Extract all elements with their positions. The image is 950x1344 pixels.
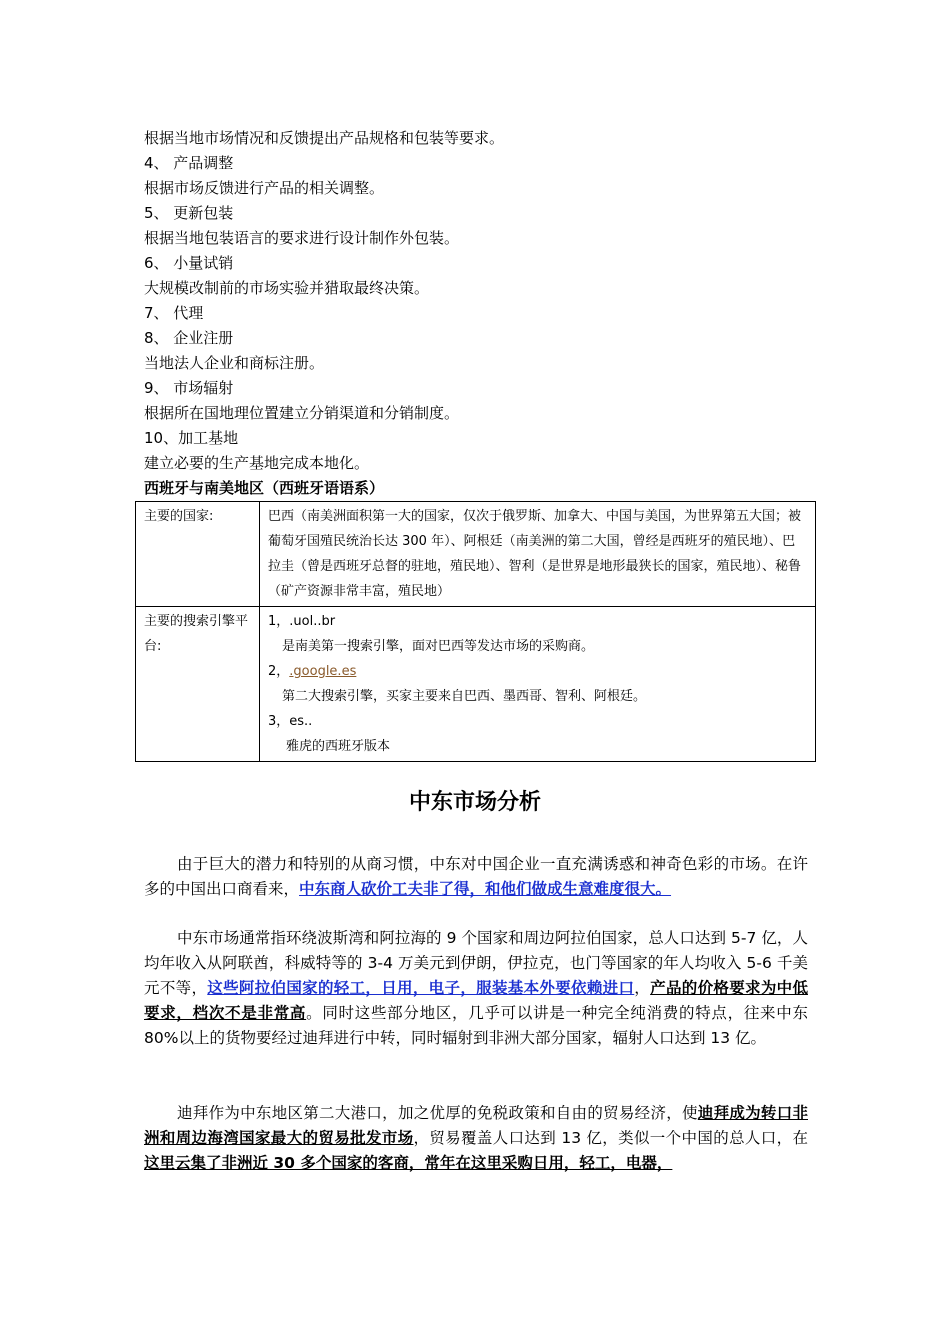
list-item-heading: 6、 小量试销 [144,254,234,272]
table-row [136,502,816,607]
google-es-link[interactable]: .google.es [289,664,357,679]
table-value-search-engines [260,607,816,762]
engine-1-desc: 是南美第一搜索引擎，面对巴西等发达市场的采购商。 [282,639,595,654]
p2-emphasis-blue: 这些阿拉伯国家的轻工，日用，电子，服装基本外要依赖进口 [207,979,635,997]
list-item-heading: 10、加工基地 [144,429,239,447]
table-label-countries: 主要的国家: [136,502,260,607]
p3-text: 迪拜作为中东地区第二大港口，加之优厚的免税政策和自由的贸易经济，使 [177,1104,698,1122]
list-item-heading: 9、 市场辐射 [144,379,234,397]
engine-3: 3，es.. [268,714,313,729]
list-item-heading: 4、 产品调整 [144,154,234,172]
list-item-heading: 8、 企业注册 [144,329,234,347]
p1-text: 由于巨大的潜力和特别的从商习惯，中东对中国企业一直充满诱惑和神奇色彩的市场。在许多的中国出口商看来， [144,855,808,898]
text-line: 建立必要的生产基地完成本地化。 [144,454,370,472]
text-line: 根据当地包装语言的要求进行设计制作外包装。 [144,229,460,247]
engine-2 [268,659,807,684]
text-line: 根据市场反馈进行产品的相关调整。 [144,179,385,197]
p1-emphasis: 中东商人砍价工夫非了得，和他们做成生意难度很大。 [299,880,672,898]
p3-text-mid: ，贸易覆盖人口达到 13 亿，类似一个中国的总人口，在 [413,1129,808,1147]
text-line: 大规模改制前的市场实验并猎取最终决策。 [144,279,430,297]
paragraph-1 [144,852,808,902]
text-line: 根据当地市场情况和反馈提出产品规格和包装等要求。 [144,129,505,147]
table-value-countries: 巴西（南美洲面积第一大的国家，仅次于俄罗斯、加拿大、中国与美国，为世界第五大国；被葡萄牙国殖民统治长达 300 年）、阿根廷（南美洲的第二大国，曾经是西班牙的殖民地）、巴拉圭（曾是西班牙总督的驻地，殖民地）、智利（是世界是地形最狭长的国家，殖民地）、秘鲁（矿产资源非常丰富，殖民地） [260,502,816,607]
p2-emphasis-black: 产品的价格要求为中低要求，档次不是非常高 [144,979,808,1022]
paragraph-3 [144,1101,808,1176]
page-title: 中东市场分析 [408,790,541,815]
text-line: 当地法人企业和商标注册。 [144,354,325,372]
p2-text-end: 。同时这些部分地区，几乎可以讲是一种完全纯消费的特点，往来中东 80%以上的货物要经过迪拜进行中转，同时辐射到非洲大部分国家，辐射人口达到 13 亿。 [144,1004,808,1047]
p3-emphasis-2: 这里云集了非洲近 30 多个国家的客商，常年在这里采购日用，轻工，电器， [144,1154,673,1172]
engine-2-desc: 第二大搜索引擎，买家主要来自巴西、墨西哥、智利、阿根廷。 [282,689,647,704]
list-item-heading: 5、 更新包装 [144,204,234,222]
engine-3-desc: 雅虎的西班牙版本 [286,739,391,754]
info-table [135,501,816,762]
section-heading: 西班牙与南美地区（西班牙语语系） [144,479,385,497]
p2-text: 中东市场通常指环绕波斯湾和阿拉海的 9 个国家和周边阿拉伯国家，总人口达到 5-7 亿，人均年收入从阿联酋，科威特等的 3-4 万美元到伊朗，伊拉克，也门等国家的年人均收入 5-6 千美元不等， [144,929,808,997]
p2-comma: ， [634,979,651,997]
paragraph-2 [144,926,808,1051]
engine-1: 1，.uol..br [268,614,336,629]
table-row [136,607,816,762]
list-item-heading: 7、 代理 [144,304,204,322]
engine-2-prefix: 2， [268,664,290,679]
p3-emphasis-1: 迪拜成为转口非洲和周边海湾国家最大的贸易批发市场 [144,1104,808,1147]
text-line: 根据所在国地理位置建立分销渠道和分销制度。 [144,404,460,422]
document-body [144,126,816,762]
table-label-search-engines: 主要的搜索引擎平台: [136,607,260,762]
